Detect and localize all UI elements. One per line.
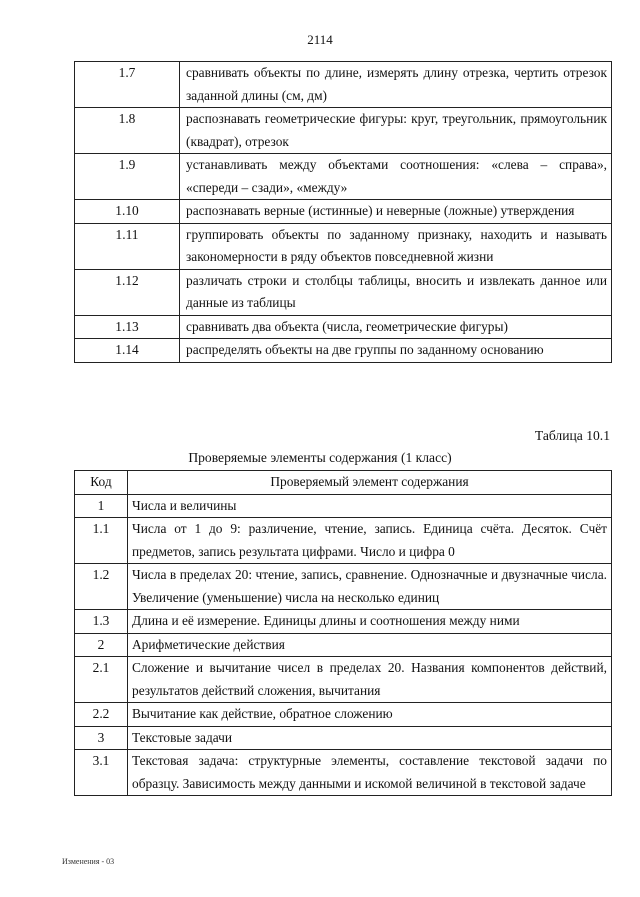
table-row — [75, 62, 612, 108]
row-code: 1.1 — [75, 518, 128, 564]
row-text: Числа в пределах 20: чтение, запись, сравнение. Однозначные и двузначные числа. Увеличение (уменьшение) числа на несколько единиц — [128, 564, 612, 610]
row-code: 1.14 — [75, 339, 180, 363]
row-text: распределять объекты на две группы по заданному основанию — [180, 339, 612, 363]
table-row — [75, 108, 612, 154]
row-code: 1.8 — [75, 108, 180, 154]
table-row — [75, 657, 612, 703]
header-code: Код — [75, 471, 128, 495]
table-row — [75, 610, 612, 634]
row-code: 1.11 — [75, 223, 180, 269]
table-row — [75, 518, 612, 564]
row-code: 1.7 — [75, 62, 180, 108]
table-row — [75, 633, 612, 657]
row-text: распознавать геометрические фигуры: круг, треугольник, прямоугольник (квадрат), отрезок — [180, 108, 612, 154]
row-text: устанавливать между объектами соотношения: «слева – справа», «спереди – сзади», «между» — [180, 154, 612, 200]
row-text: Длина и её измерение. Единицы длины и соотношения между ними — [128, 610, 612, 634]
table-row — [75, 315, 612, 339]
table-row — [75, 200, 612, 224]
table-row — [75, 703, 612, 727]
row-text: сравнивать объекты по длине, измерять длину отрезка, чертить отрезок заданной длины (см, дм) — [180, 62, 612, 108]
row-code: 1.9 — [75, 154, 180, 200]
row-code: 1.12 — [75, 269, 180, 315]
footer-note: Изменения - 03 — [62, 857, 115, 866]
row-code: 2.2 — [75, 703, 128, 727]
table-row — [75, 564, 612, 610]
table-row — [75, 494, 612, 518]
row-code: 1.2 — [75, 564, 128, 610]
row-text: сравнивать два объекта (числа, геометрические фигуры) — [180, 315, 612, 339]
row-code: 1 — [75, 494, 128, 518]
page-number: 2114 — [307, 32, 333, 47]
table-row — [75, 223, 612, 269]
row-text: Числа от 1 до 9: различение, чтение, запись. Единица счёта. Десяток. Счёт предметов, запись результата цифрами. Число и цифра 0 — [128, 518, 612, 564]
row-code: 1.13 — [75, 315, 180, 339]
row-text: Текстовая задача: структурные элементы, составление текстовой задачи по образцу. Зависимость между данными и искомой величиной в текстовой задаче — [128, 750, 612, 796]
table-header-row — [75, 471, 612, 495]
table-row — [75, 750, 612, 796]
skills-table — [74, 61, 612, 363]
table-row — [75, 269, 612, 315]
table-title: Проверяемые элементы содержания (1 класс) — [188, 450, 452, 465]
table-label: Таблица 10.1 — [534, 428, 610, 443]
row-code: 3.1 — [75, 750, 128, 796]
row-code: 2 — [75, 633, 128, 657]
content-elements-table — [74, 470, 612, 796]
table-row — [75, 154, 612, 200]
row-code: 3 — [75, 726, 128, 750]
row-text: различать строки и столбцы таблицы, вносить и извлекать данное или данные из таблицы — [180, 269, 612, 315]
row-code: 1.10 — [75, 200, 180, 224]
header-element: Проверяемый элемент содержания — [128, 471, 612, 495]
row-text: распознавать верные (истинные) и неверные (ложные) утверждения — [180, 200, 612, 224]
table-row — [75, 339, 612, 363]
row-text: Сложение и вычитание чисел в пределах 20. Названия компонентов действий, результатов действий сложения, вычитания — [128, 657, 612, 703]
row-text: группировать объекты по заданному признаку, находить и называть закономерности в ряду объектов повседневной жизни — [180, 223, 612, 269]
row-code: 2.1 — [75, 657, 128, 703]
row-text: Числа и величины — [128, 494, 612, 518]
row-text: Вычитание как действие, обратное сложению — [128, 703, 612, 727]
row-text: Арифметические действия — [128, 633, 612, 657]
table-row — [75, 726, 612, 750]
row-code: 1.3 — [75, 610, 128, 634]
row-text: Текстовые задачи — [128, 726, 612, 750]
